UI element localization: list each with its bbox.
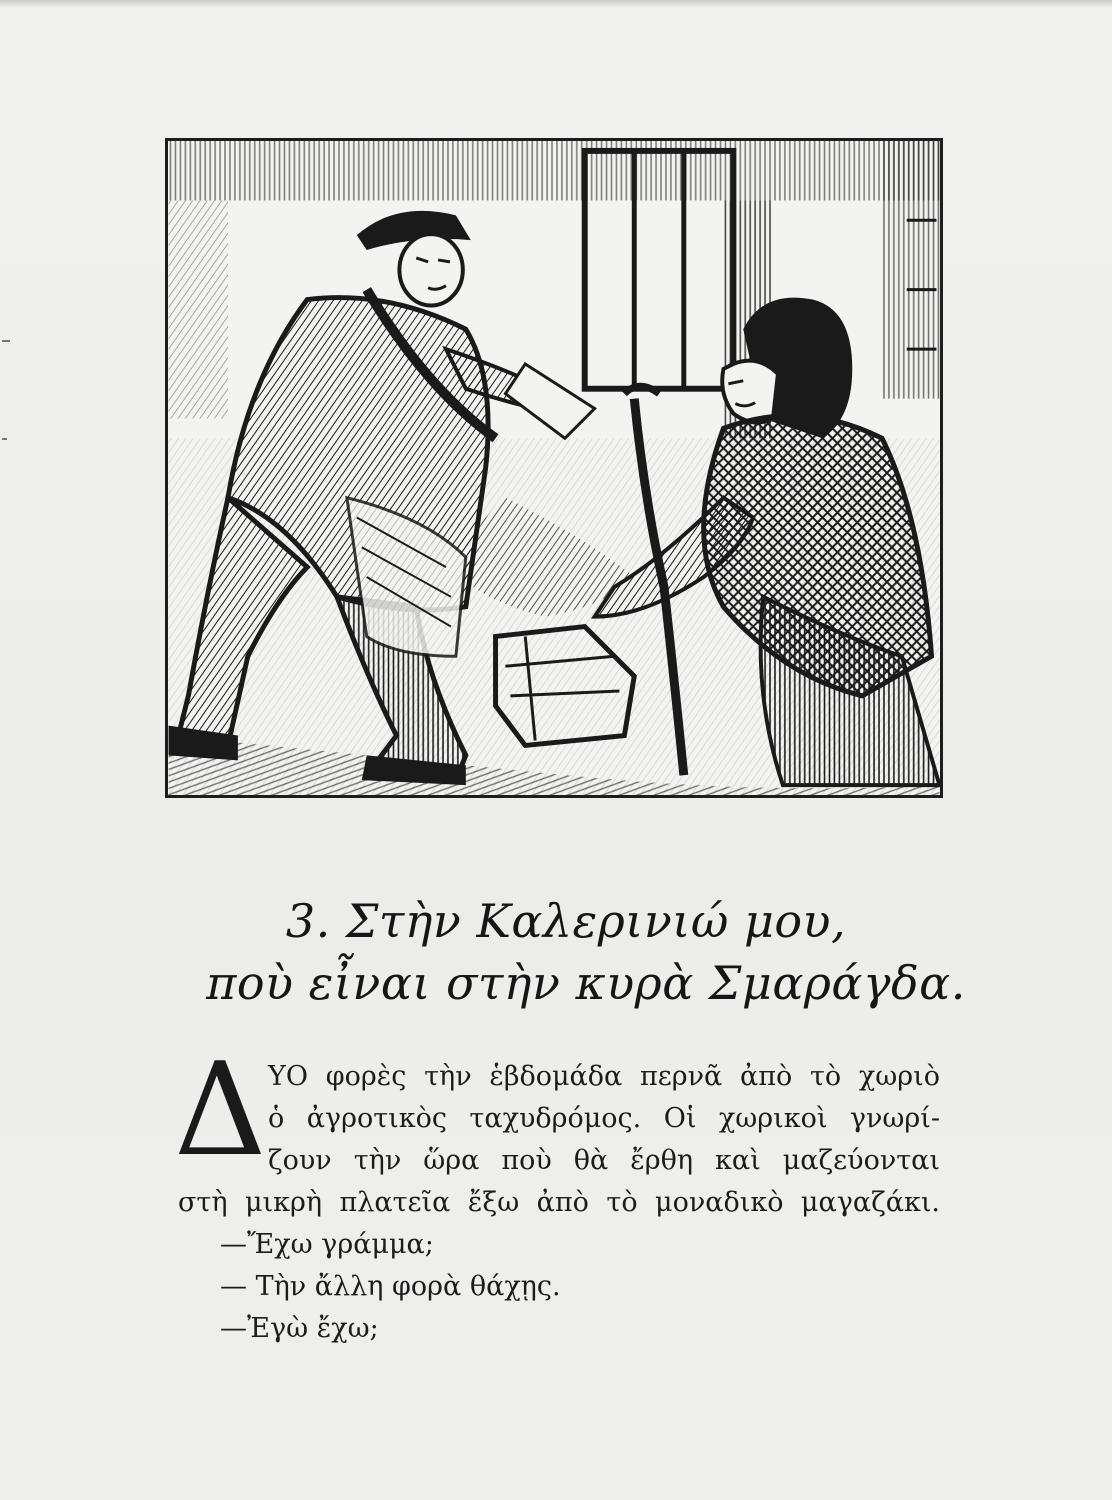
postman-old-woman-drawing: [168, 141, 940, 795]
drop-cap: Δ: [174, 1036, 267, 1185]
woodcut-illustration: [165, 138, 943, 798]
dialogue-line: —Ἔχω γράμμα;: [220, 1229, 434, 1260]
chapter-title-line-1: 3. Στὴν Καλερινιώ μου,: [285, 894, 847, 948]
margin-mark: [2, 438, 7, 440]
page-top-edge: [0, 0, 1112, 8]
paragraph-line-4: στὴ μικρὴ πλατεῖα ἔξω ἀπὸ τὸ μοναδικὸ μαγαζάκι.: [178, 1187, 940, 1218]
dialogue-line: —Ἐγὼ ἔχω;: [220, 1313, 379, 1344]
chapter-title-line-2: ποὺ εἶναι στὴν κυρὰ Σμαράγδα.: [206, 956, 966, 1010]
paragraph-line-1: ΥΟ φορὲς τὴν ἑβδομάδα περνᾶ ἀπὸ τὸ χωριὸ: [268, 1061, 940, 1092]
chapter-title: [0, 890, 1112, 1014]
margin-mark: [2, 340, 10, 342]
paragraph-line-3: ζουν τὴν ὥρα ποὺ θὰ ἔρθη καὶ μαζεύονται: [268, 1145, 940, 1176]
paragraph-line-2: ὁ ἀγροτικὸς ταχυδρόμος. Οἱ χωρικοὶ γνωρί-: [268, 1103, 940, 1134]
dialogue-line: — Τὴν ἄλλη φορὰ θάχῃς.: [220, 1271, 561, 1302]
